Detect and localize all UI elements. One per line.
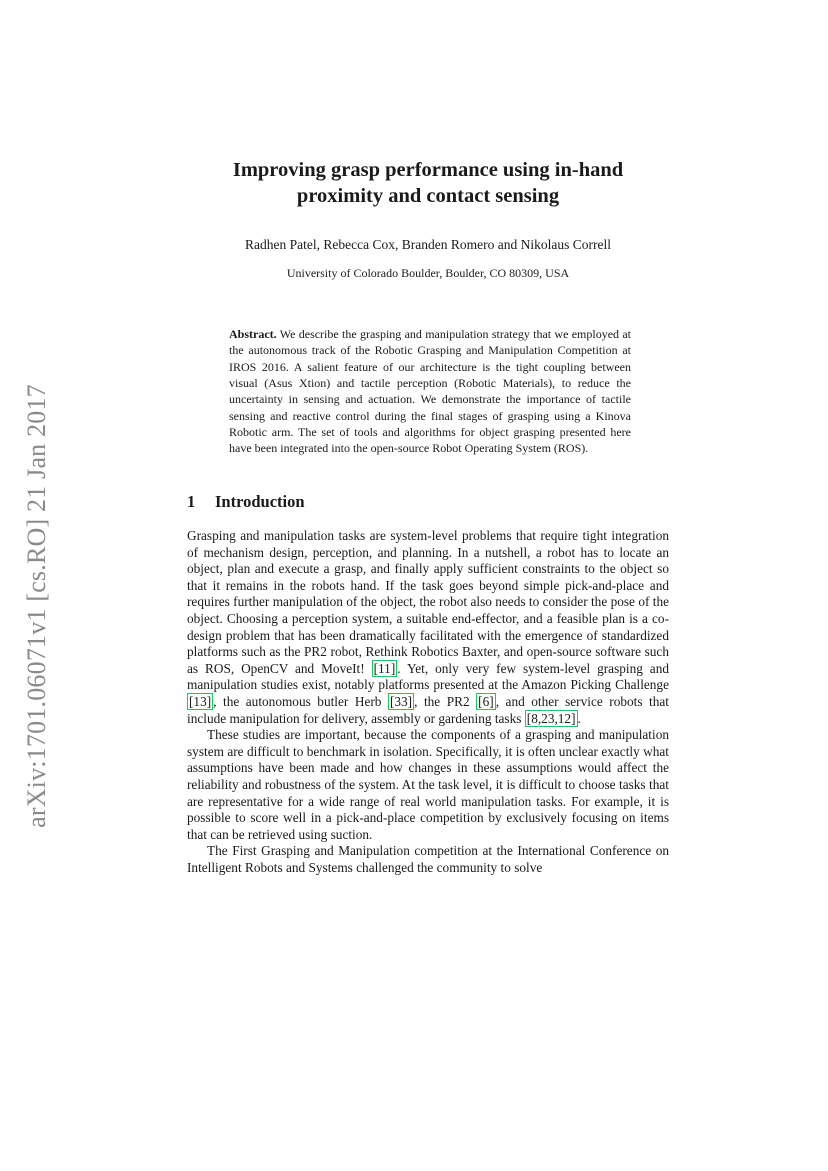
introduction-body — [187, 528, 669, 876]
citation-link[interactable]: [8,23,12] — [526, 710, 576, 726]
author-list: Radhen Patel, Rebecca Cox, Branden Romero and Nikolaus Correll — [245, 237, 611, 252]
paragraph-3: The First Grasping and Manipulation competition at the International Conference on Intelligent Robots and Systems challenged the community to solve — [187, 843, 669, 875]
arxiv-identifier-text: arXiv:1701.06071v1 [cs.RO] 21 Jan 2017 — [22, 384, 51, 828]
title-line-2: proximity and contact sensing — [296, 185, 560, 207]
paragraph-1 — [187, 528, 669, 727]
paragraph-text: . — [577, 710, 581, 726]
arxiv-margin-identifier — [16, 366, 58, 846]
citation-link[interactable]: [11] — [373, 660, 396, 676]
paragraph-text: . Yet, only very few system-level grasping and manipulation studies exist, notably platforms presented at the Amazon Picking Challenge — [187, 660, 669, 693]
paragraph-text: Grasping and manipulation tasks are system-level problems that require tight integration of mechanism design, perception, and planning. In a nutshell, a robot has to locate an object, plan and execute a grasp, and finally apply sufficient constraints to the object so that it remains in the robots hand. If the task goes beyond simple pick-and-place and requires further manipulation of the object, the robot also needs to consider the pose of the object. Choosing a perception system, a suitable end-effector, and a feasible plan is a co-design problem that has been dramatically facilitated with the emergence of standardized platforms such as the PR2 robot, Rethink Robotics Baxter, and open-source software such as ROS, OpenCV and MoveIt! — [187, 528, 669, 676]
paragraph-text: , and other service robots that include manipulation for delivery, assembly or gardening tasks — [187, 693, 669, 726]
paragraph-2: These studies are important, because the components of a grasping and manipulation system are difficult to benchmark in isolation. Specifically, it is often unclear exactly what assumptions have been made and how changes in these assumptions would affect the reliability and robustness of the system. At the task level, it is difficult to choose tasks that are representative for a wide range of real world manipulation tasks. For example, it is possible to score well in a pick-and-place competition by exclusively focusing on items that can be retrieved using suction. — [187, 727, 669, 842]
section-title: Introduction — [215, 492, 305, 511]
affiliation: University of Colorado Boulder, Boulder, CO 80309, USA — [286, 266, 570, 280]
section-number: 1 — [187, 492, 196, 511]
citation-link[interactable]: [33] — [389, 693, 413, 709]
section-heading — [187, 492, 305, 512]
abstract — [229, 326, 631, 457]
abstract-label: Abstract. — [229, 327, 277, 341]
citation-link[interactable]: [6] — [478, 693, 494, 709]
title-line-1: Improving grasp performance using in-hand — [232, 159, 624, 181]
paragraph-text: , the autonomous butler Herb — [213, 693, 388, 709]
abstract-text: We describe the grasping and manipulation strategy that we employed at the autonomous track of the Robotic Grasping and Manipulation Competition at IROS 2016. A salient feature of our architecture is the tight coupling between visual (Asus Xtion) and tactile perception (Robotic Materials), to reduce the uncertainty in sensing and actuation. We demonstrate the importance of tactile sensing and reactive control during the final stages of grasping using a Kinova Robotic arm. The set of tools and algorithms for object grasping presented here have been integrated into the open-source Robot Operating System (ROS). — [229, 327, 631, 456]
paper-title — [180, 157, 676, 209]
paragraph-text: , the PR2 — [414, 693, 477, 709]
citation-link[interactable]: [13] — [189, 693, 212, 709]
